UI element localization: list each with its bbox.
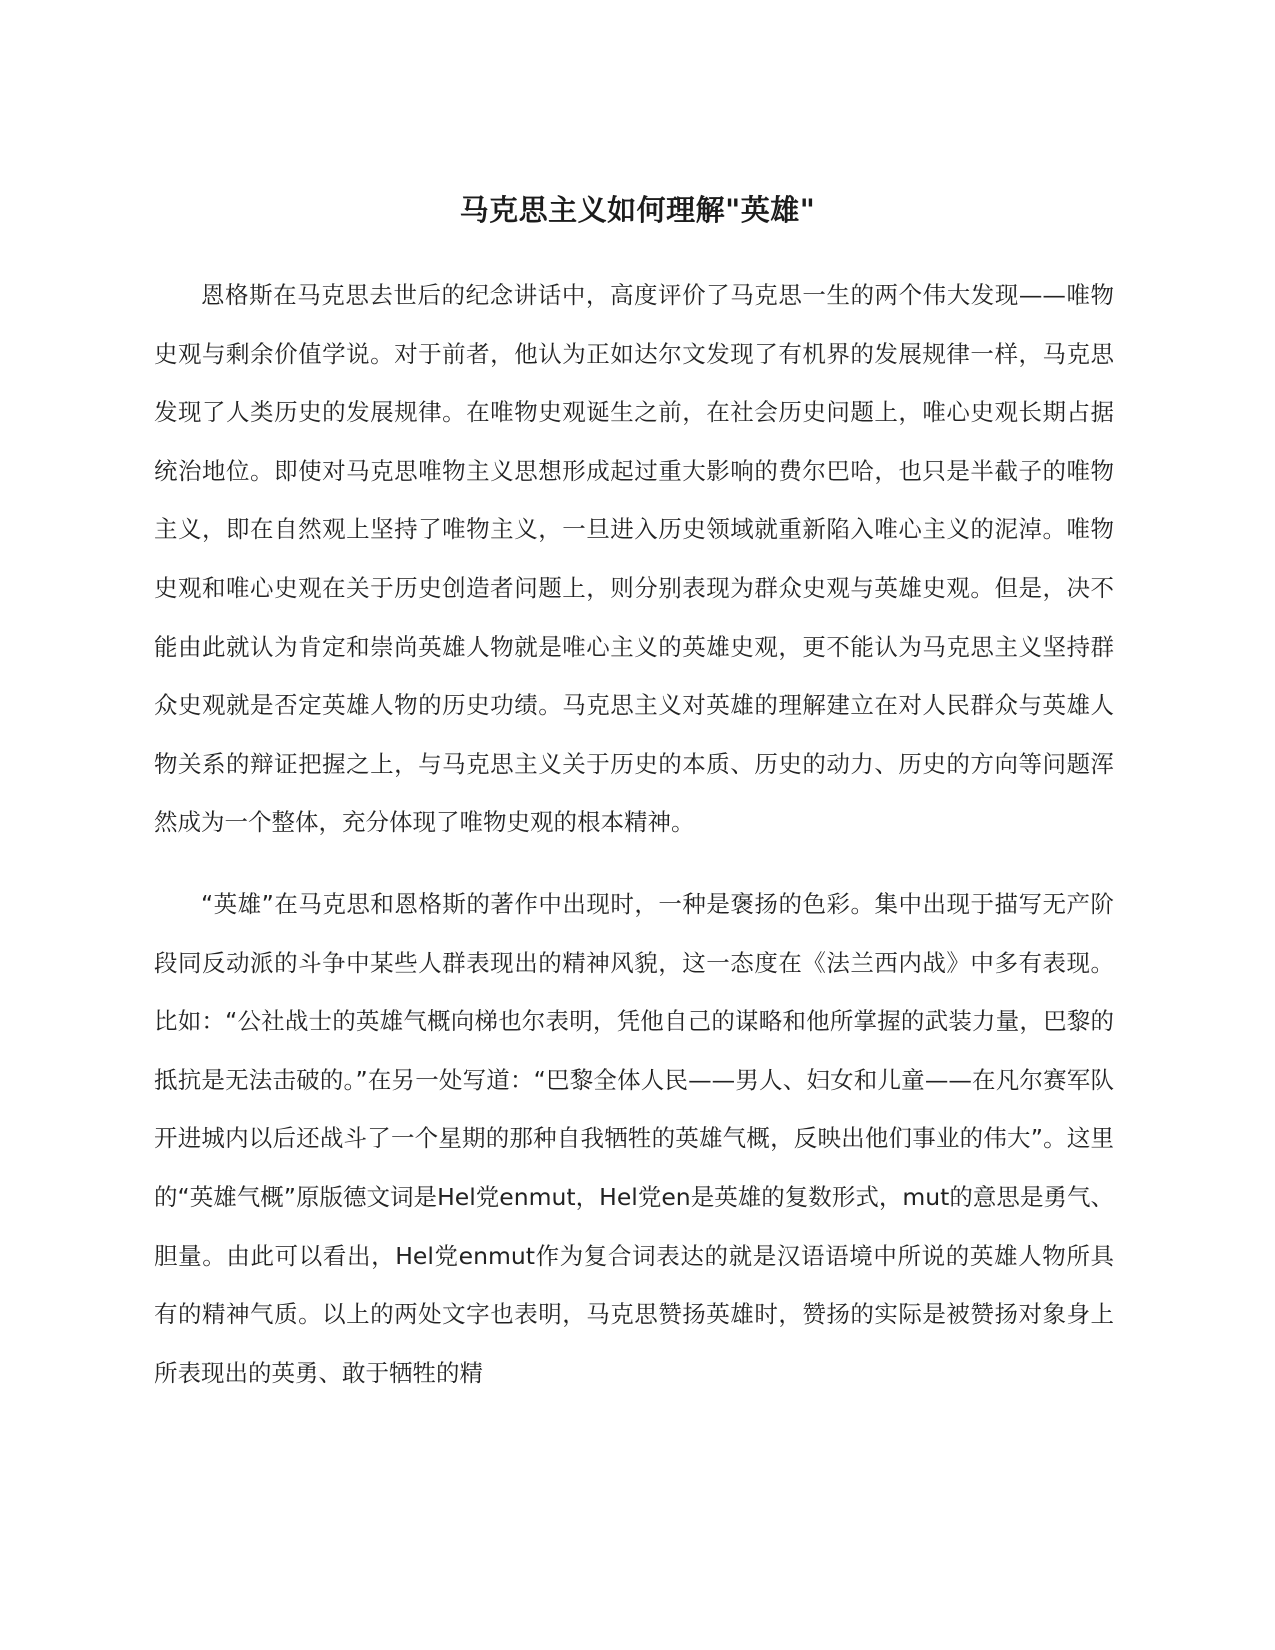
paragraph-2: “英雄”在马克思和恩格斯的著作中出现时，一种是褒扬的色彩。集中出现于描写无产阶段同反动派的斗争中某些人群表现出的精神风貌，这一态度在《法兰西内战》中多有表现。比如：“公社战士的英雄气概向梯也尔表明，凭他自己的谋略和他所掌握的武装力量，巴黎的抵抗是无法击破的。”在另一处写道：“巴黎全体人民——男人、妇女和儿童——在凡尔赛军队开进城内以后还战斗了一个星期的那种自我牺牲的英雄气概，反映出他们事业的伟大”。这里的“英雄气概”原版德文词是Hel党enmut，Hel党en是英雄的复数形式，mut的意思是勇气、胆量。由此可以看出，Hel党enmut作为复合词表达的就是汉语语境中所说的英雄人物所具有的精神气质。以上的两处文字也表明，马克思赞扬英雄时，赞扬的实际是被赞扬对象身上所表现出的英勇、敢于牺牲的精 <box>154 889 1114 1387</box>
document-title: 马克思主义如何理解"英雄" <box>459 193 816 227</box>
document-body <box>154 266 1114 1402</box>
paragraph-1: 恩格斯在马克思去世后的纪念讲话中，高度评价了马克思一生的两个伟大发现——唯物史观与剩余价值学说。对于前者，他认为正如达尔文发现了有机界的发展规律一样，马克思发现了人类历史的发展规律。在唯物史观诞生之前，在社会历史问题上，唯心史观长期占据统治地位。即使对马克思唯物主义思想形成起过重大影响的费尔巴哈，也只是半截子的唯物主义，即在自然观上坚持了唯物主义，一旦进入历史领域就重新陷入唯心主义的泥淖。唯物史观和唯心史观在关于历史创造者问题上，则分别表现为群众史观与英雄史观。但是，决不能由此就认为肯定和崇尚英雄人物就是唯心主义的英雄史观，更不能认为马克思主义坚持群众史观就是否定英雄人物的历史功绩。马克思主义对英雄的理解建立在对人民群众与英雄人物关系的辩证把握之上，与马克思主义关于历史的本质、历史的动力、历史的方向等问题浑然成为一个整体，充分体现了唯物史观的根本精神。 <box>154 281 1114 837</box>
